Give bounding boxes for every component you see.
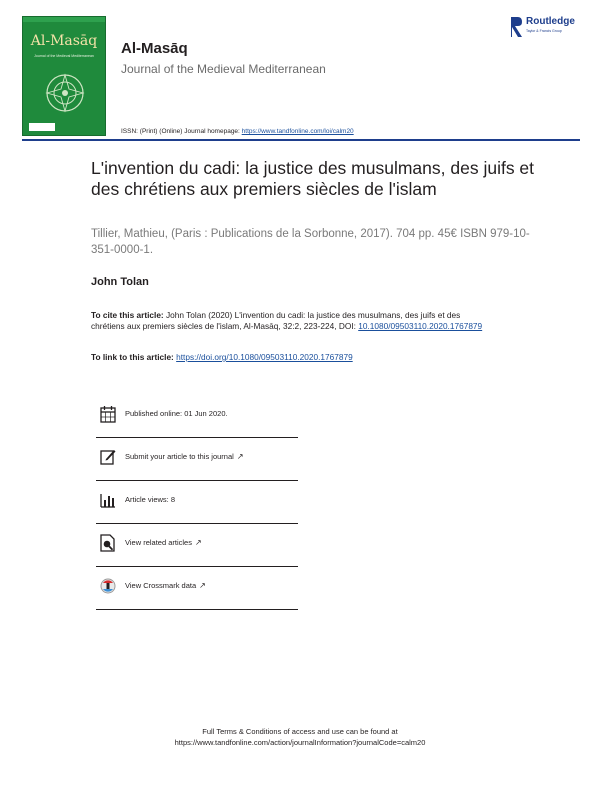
book-reference: Tillier, Mathieu, (Paris : Publications de la Sorbonne, 2017). 704 pp. 45€ ISBN 979-10-351-0000-1. [91,228,530,256]
submit-article-icon [100,448,116,466]
journal-title: Al-Masāq [121,40,188,57]
external-link-icon: ↗ [194,538,202,547]
publisher-name: Routledge [526,16,575,27]
citation-text: John Tolan (2020) L'invention du cadi: la justice des musulmans, des juifs et des chrétiens aux premiers siècles de l'islam, Al-Masāq, 32:2, 223-224, DOI: [91,310,461,331]
terms-footer [0,726,600,748]
issn-line [121,128,354,135]
article-doi-link[interactable]: https://doi.org/10.1080/09503110.2020.1767879 [176,352,353,362]
published-online-label: Published online: 01 Jun 2020. [125,409,228,418]
cover-ornament-icon [43,71,87,115]
journal-homepage-link[interactable]: https://www.tandfonline.com/loi/calm20 [241,128,354,135]
submit-article-label [125,452,244,461]
article-views-label: Article views: 8 [125,495,176,504]
footer-line-1: Full Terms & Conditions of access and use can be found at [202,727,398,736]
footer-terms-link[interactable]: https://www.tandfonline.com/action/journalInformation?journalCode=calm20 [174,738,426,747]
published-online-item [96,395,298,438]
issn-text: ISSN: (Print) (Online) Journal homepage: [121,128,242,135]
bar-chart-icon [100,491,116,509]
cover-band [23,17,105,22]
journal-subtitle: Journal of the Medieval Mediterranean [121,62,326,76]
publisher-tagline: Taylor & Francis Group [526,29,562,33]
related-articles-label [125,538,202,547]
citation-doi-link[interactable]: 10.1080/09503110.2020.1767879 [358,321,483,331]
crossmark-text: View Crossmark data [125,581,197,590]
related-articles-text: View related articles [125,538,192,547]
header-divider [22,139,580,141]
cover-title: Al-Masāq [30,33,98,49]
article-title: L'invention du cadi: la justice des musulmans, des juifs et des chrétiens aux premiers siècles de l'islam [91,158,535,199]
citation-label: To cite this article: [91,310,164,320]
submit-article-item[interactable] [96,438,298,481]
submit-article-text: Submit your article to this journal [125,452,234,461]
external-link-icon: ↗ [199,581,206,590]
related-articles-icon [100,534,116,552]
external-link-icon: ↗ [236,452,244,461]
publisher-logo [510,16,580,40]
crossmark-label [125,581,206,590]
crossmark-icon [100,577,116,595]
crossmark-item[interactable] [96,567,298,610]
calendar-icon [100,405,116,423]
cover-subtitle: Journal of the Medieval Mediterranean [34,54,94,58]
journal-cover [22,16,106,136]
cover-publisher-logo [29,123,55,131]
article-author: John Tolan [91,276,149,288]
citation-block [91,310,491,332]
routledge-logo-icon [510,16,523,38]
link-label: To link to this article: [91,352,177,362]
article-views-item [96,481,298,524]
article-link-line [91,352,353,362]
related-articles-item[interactable] [96,524,298,567]
